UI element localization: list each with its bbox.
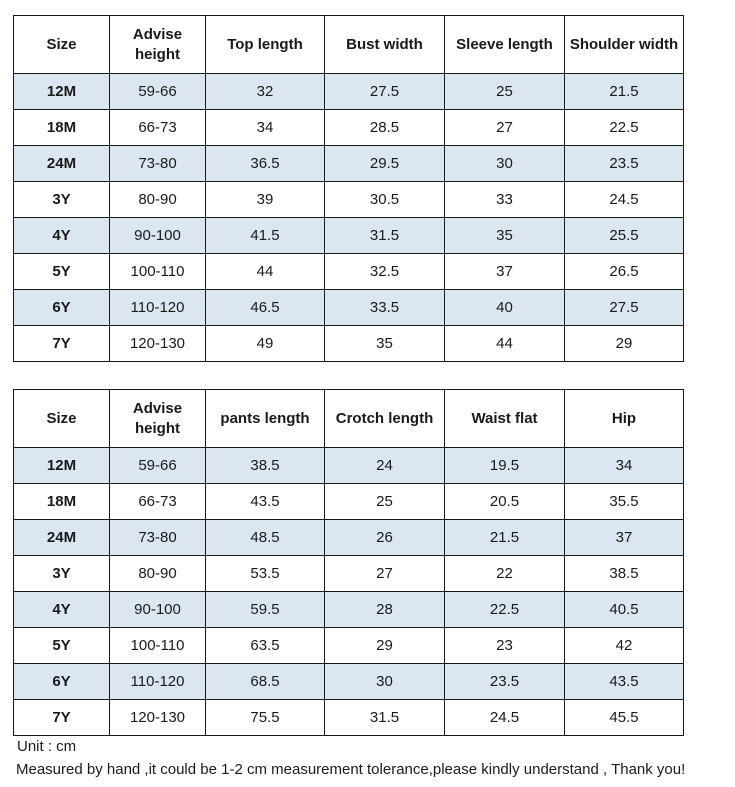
table-cell: 35 (325, 326, 445, 362)
size-cell: 4Y (14, 592, 110, 628)
header-cell: Size (14, 16, 110, 74)
table-cell: 33.5 (325, 290, 445, 326)
table-cell: 37 (445, 254, 565, 290)
size-cell: 24M (14, 520, 110, 556)
measurement-note: Measured by hand ,it could be 1-2 cm measurement tolerance,please kindly understand , Thank you! (16, 761, 686, 778)
header-cell: Waist flat (445, 390, 565, 448)
table-cell: 68.5 (206, 664, 325, 700)
table-cell: 19.5 (445, 448, 565, 484)
table-cell: 35 (445, 218, 565, 254)
size-cell: 5Y (14, 254, 110, 290)
header-cell: Advise height (110, 390, 206, 448)
table-cell: 59-66 (110, 74, 206, 110)
table-cell: 22.5 (445, 592, 565, 628)
table-cell: 21.5 (565, 74, 684, 110)
bottom-size-table (13, 389, 684, 736)
table-cell: 30 (445, 146, 565, 182)
table-row (14, 326, 684, 362)
table-cell: 26 (325, 520, 445, 556)
table-row (14, 628, 684, 664)
header-row (14, 16, 684, 74)
table-cell: 27.5 (325, 74, 445, 110)
table-cell: 46.5 (206, 290, 325, 326)
table-cell: 34 (565, 448, 684, 484)
table-cell: 27 (325, 556, 445, 592)
table-cell: 27 (445, 110, 565, 146)
header-cell: Bust width (325, 16, 445, 74)
table-cell: 31.5 (325, 218, 445, 254)
table-cell: 120-130 (110, 700, 206, 736)
table-cell: 110-120 (110, 290, 206, 326)
table-row (14, 218, 684, 254)
size-cell: 3Y (14, 182, 110, 218)
table-cell: 32 (206, 74, 325, 110)
table-cell: 35.5 (565, 484, 684, 520)
table-cell: 30.5 (325, 182, 445, 218)
table-cell: 49 (206, 326, 325, 362)
table-cell: 23.5 (565, 146, 684, 182)
table-cell: 48.5 (206, 520, 325, 556)
table-cell: 73-80 (110, 520, 206, 556)
table-cell: 100-110 (110, 254, 206, 290)
size-cell: 6Y (14, 664, 110, 700)
table-row (14, 110, 684, 146)
table-cell: 23 (445, 628, 565, 664)
table-cell: 59.5 (206, 592, 325, 628)
table-row (14, 254, 684, 290)
size-cell: 12M (14, 74, 110, 110)
table-cell: 22 (445, 556, 565, 592)
table-cell: 38.5 (206, 448, 325, 484)
size-cell: 4Y (14, 218, 110, 254)
table-cell: 43.5 (206, 484, 325, 520)
table-cell: 73-80 (110, 146, 206, 182)
table-cell: 120-130 (110, 326, 206, 362)
table-row (14, 448, 684, 484)
table-row (14, 146, 684, 182)
top-size-table (13, 15, 684, 362)
table-cell: 43.5 (565, 664, 684, 700)
table-cell: 20.5 (445, 484, 565, 520)
table-cell: 31.5 (325, 700, 445, 736)
table-row (14, 182, 684, 218)
table-cell: 27.5 (565, 290, 684, 326)
table-cell: 25 (445, 74, 565, 110)
table-cell: 59-66 (110, 448, 206, 484)
table-cell: 26.5 (565, 254, 684, 290)
table-cell: 100-110 (110, 628, 206, 664)
table-cell: 24.5 (445, 700, 565, 736)
header-cell: Shoulder width (565, 16, 684, 74)
table-cell: 37 (565, 520, 684, 556)
table-cell: 30 (325, 664, 445, 700)
unit-label: Unit : cm (17, 738, 77, 755)
table-cell: 75.5 (206, 700, 325, 736)
table-cell: 42 (565, 628, 684, 664)
table-cell: 80-90 (110, 556, 206, 592)
table-cell: 66-73 (110, 484, 206, 520)
table-cell: 29 (325, 628, 445, 664)
header-cell: Size (14, 390, 110, 448)
table-cell: 90-100 (110, 218, 206, 254)
table-cell: 38.5 (565, 556, 684, 592)
table-row (14, 484, 684, 520)
table-cell: 24 (325, 448, 445, 484)
table-cell: 23.5 (445, 664, 565, 700)
table-row (14, 74, 684, 110)
table-cell: 29 (565, 326, 684, 362)
table-cell: 34 (206, 110, 325, 146)
table-row (14, 520, 684, 556)
table-cell: 25 (325, 484, 445, 520)
table-cell: 33 (445, 182, 565, 218)
header-cell: Crotch length (325, 390, 445, 448)
size-cell: 3Y (14, 556, 110, 592)
header-cell: pants length (206, 390, 325, 448)
table-cell: 41.5 (206, 218, 325, 254)
size-cell: 6Y (14, 290, 110, 326)
header-cell: Hip (565, 390, 684, 448)
table-cell: 66-73 (110, 110, 206, 146)
table-row (14, 556, 684, 592)
table-cell: 28 (325, 592, 445, 628)
table-cell: 45.5 (565, 700, 684, 736)
table-cell: 28.5 (325, 110, 445, 146)
table-cell: 32.5 (325, 254, 445, 290)
table-cell: 36.5 (206, 146, 325, 182)
size-cell: 7Y (14, 326, 110, 362)
table-cell: 53.5 (206, 556, 325, 592)
table-row (14, 592, 684, 628)
size-cell: 24M (14, 146, 110, 182)
table-row (14, 664, 684, 700)
size-cell: 5Y (14, 628, 110, 664)
table-cell: 44 (206, 254, 325, 290)
header-cell: Advise height (110, 16, 206, 74)
table-cell: 22.5 (565, 110, 684, 146)
table-cell: 44 (445, 326, 565, 362)
size-cell: 18M (14, 110, 110, 146)
table-cell: 21.5 (445, 520, 565, 556)
table-cell: 110-120 (110, 664, 206, 700)
size-cell: 18M (14, 484, 110, 520)
table-cell: 40 (445, 290, 565, 326)
table-cell: 39 (206, 182, 325, 218)
size-cell: 12M (14, 448, 110, 484)
table-cell: 24.5 (565, 182, 684, 218)
table-cell: 25.5 (565, 218, 684, 254)
table-row (14, 290, 684, 326)
table-row (14, 700, 684, 736)
table-cell: 90-100 (110, 592, 206, 628)
table-cell: 63.5 (206, 628, 325, 664)
size-cell: 7Y (14, 700, 110, 736)
header-row (14, 390, 684, 448)
table-cell: 40.5 (565, 592, 684, 628)
header-cell: Top length (206, 16, 325, 74)
table-cell: 80-90 (110, 182, 206, 218)
table-cell: 29.5 (325, 146, 445, 182)
header-cell: Sleeve length (445, 16, 565, 74)
